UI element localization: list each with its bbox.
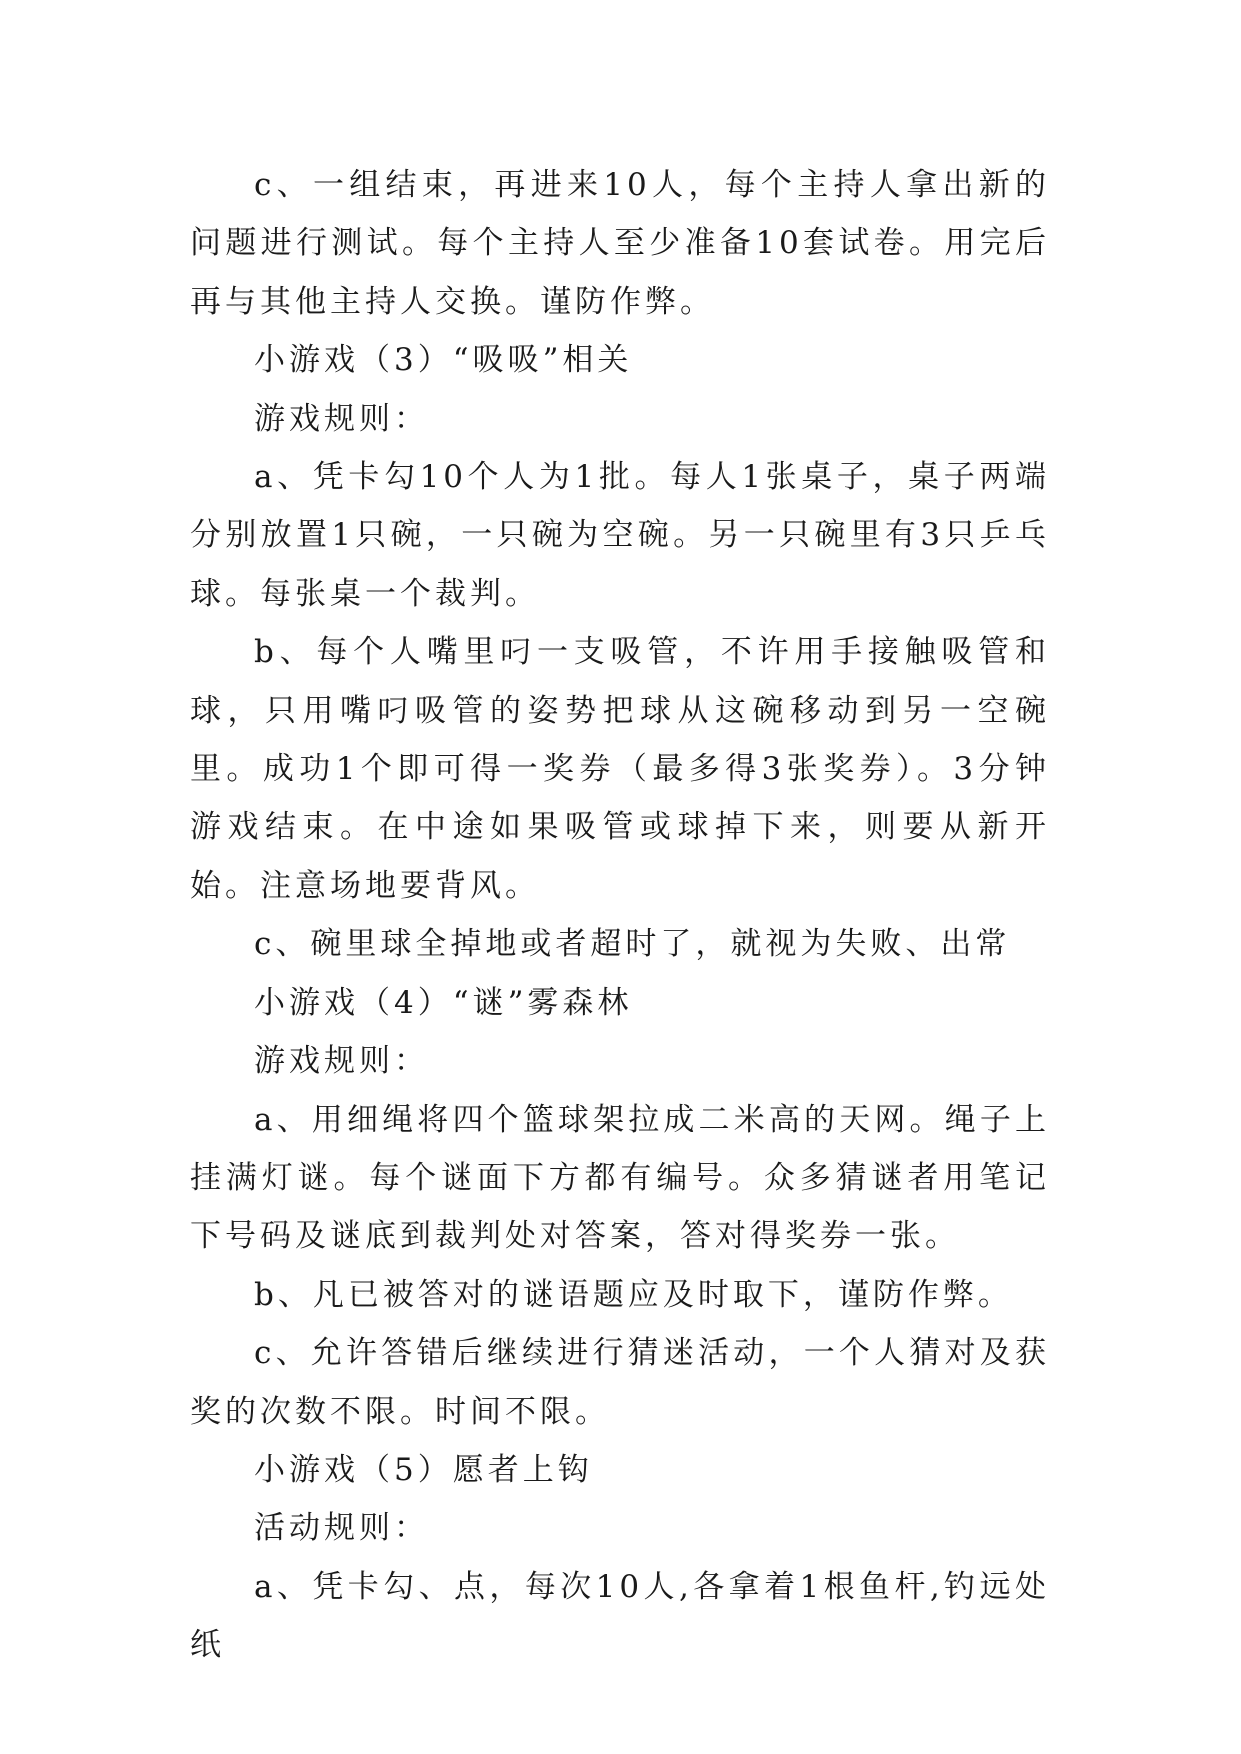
paragraph-rule-c-quiz-exchange: c、一组结束，再进来10人，每个主持人拿出新的问题进行测试。每个主持人至少准备10套试卷。用完后再与其他主持人交换。谨防作弊。 — [190, 167, 1050, 320]
paragraph-game-5-rule-a: a、凭卡勾、点，每次10人,各拿着1根鱼杆,钓远处纸 — [190, 1568, 1050, 1664]
paragraph-game-3-rule-c: c、碗里球全掉地或者超时了，就视为失败、出常 — [254, 926, 1011, 963]
paragraph-game-3-rule-b: b、每个人嘴里叼一支吸管，不许用手接触吸管和球，只用嘴叼吸管的姿势把球从这碗移动到另一空碗里。成功1个即可得一奖券（最多得3张奖券）。3分钟游戏结束。在中途如果吸管或球掉下来，则要从新开始。注意场地要背风。 — [190, 634, 1050, 904]
heading-game-4-rules: 游戏规则： — [254, 1043, 429, 1080]
paragraph-game-3-rule-a: a、凭卡勾10个人为1批。每人1张桌子，桌子两端分别放置1只碗，一只碗为空碗。另一只碗里有3只乒乓球。每张桌一个裁判。 — [190, 459, 1050, 612]
paragraph-game-4-rule-c: c、允许答错后继续进行猜迷活动，一个人猜对及获奖的次数不限。时间不限。 — [190, 1335, 1050, 1430]
heading-game-5-rules: 活动规则： — [254, 1510, 429, 1547]
heading-game-5: 小游戏（5）愿者上钩 — [254, 1451, 593, 1488]
heading-game-3-rules: 游戏规则： — [254, 400, 429, 437]
heading-game-3: 小游戏（3）“吸吸”相关 — [254, 342, 633, 379]
paragraph-game-4-rule-a: a、用细绳将四个篮球架拉成二米高的天网。绳子上挂满灯谜。每个谜面下方都有编号。众多猜谜者用笔记下号码及谜底到裁判处对答案，答对得奖券一张。 — [190, 1101, 1050, 1255]
heading-game-4: 小游戏（4）“谜”雾森林 — [254, 984, 633, 1021]
paragraph-game-4-rule-b: b、凡已被答对的谜语题应及时取下，谨防作弊。 — [254, 1276, 1013, 1313]
document-body — [190, 156, 1050, 1675]
